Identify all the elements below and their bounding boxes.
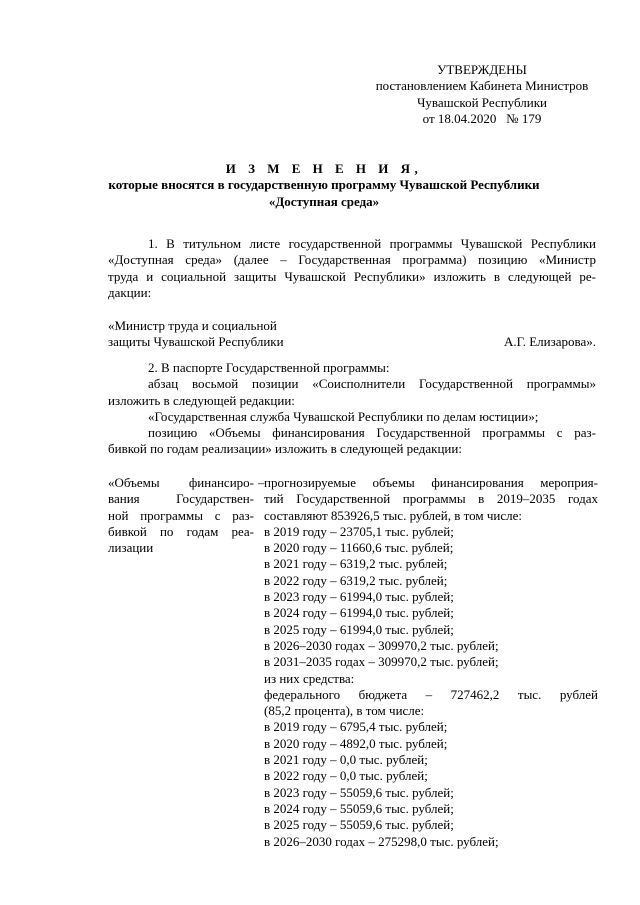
approval-status: УТВЕРЖДЕНЫ (437, 62, 527, 77)
year-amount-line: в 2026–2030 годах – 309970,2 тыс. рублей; (264, 637, 499, 653)
federal-year-line: в 2022 году – 0,0 тыс. рублей; (264, 768, 428, 784)
funding-sources-label: из них средства: (264, 670, 355, 686)
paragraph-1 (108, 236, 596, 301)
signature-position-line2: защиты Чувашской Республики (108, 334, 284, 350)
year-amount-line: в 2020 году – 11660,6 тыс. рублей; (264, 540, 454, 556)
paragraph-1-line: труда и социальной защиты Чувашской Республики» изложить в следующей ре- (108, 268, 596, 284)
federal-year-line: в 2021 году – 0,0 тыс. рублей; (264, 752, 428, 768)
federal-year-line: в 2023 году – 55059,6 тыс. рублей; (264, 784, 454, 800)
paragraph-2 (108, 360, 596, 458)
approval-date-number: от 18.04.2020 № 179 (422, 110, 542, 126)
federal-budget-share: (85,2 процента), в том числе: (264, 703, 425, 719)
signature-position-line1: «Министр труда и социальной (108, 318, 277, 333)
financing-value-cell (264, 475, 598, 850)
approval-authority: постановлением Кабинета Министров (375, 78, 589, 94)
federal-year-line: в 2026–2030 годах – 275298,0 тыс. рублей; (264, 833, 499, 849)
financing-intro-line: составляют 853926,5 тыс. рублей, в том числе: (264, 507, 522, 523)
paragraph-2-heading: 2. В паспорте Государственной программы: (148, 360, 390, 375)
paragraph-2-line: абзац восьмой позиции «Соисполнители Государственной программы» (148, 376, 596, 392)
financing-label-line: лизации (108, 540, 154, 556)
title-heading: И З М Е Н Е Н И Я, (225, 161, 423, 176)
federal-year-line: в 2019 году – 6795,4 тыс. рублей; (264, 719, 448, 735)
paragraph-2-line: «Государственная служба Чувашской Республики по делам юстиции»; (148, 408, 539, 424)
paragraph-2-line: изложить в следующей редакции: (108, 392, 295, 408)
year-amount-line: в 2021 году – 6319,2 тыс. рублей; (264, 556, 448, 572)
title-program-name: «Доступная среда» (268, 193, 380, 209)
paragraph-2-line: бивкой по годам реализации» изложить в следующей редакции: (108, 441, 462, 457)
paragraph-1-line: «Доступная среда» (далее – Государственная программа) позицию «Министр (108, 252, 596, 268)
financing-intro-line: прогнозируемые объемы финансирования мероприя- (264, 475, 598, 490)
paragraph-1-line: 1. В титульном листе государственной программы Чувашской Республики (148, 236, 596, 251)
year-amount-line: в 2022 году – 6319,2 тыс. рублей; (264, 572, 448, 588)
year-amount-line: в 2019 году – 23705,1 тыс. рублей; (264, 523, 454, 539)
document-title (60, 161, 588, 210)
financing-label-line: бивкой по годам реа- (108, 523, 254, 539)
year-amount-line: в 2024 году – 61994,0 тыс. рублей; (264, 605, 454, 621)
financing-label-line: вания Государствен- (108, 491, 254, 507)
federal-year-line: в 2024 году – 55059,6 тыс. рублей; (264, 800, 454, 816)
paragraph-1-line: дакции: (108, 284, 152, 300)
signature-name: А.Г. Елизарова». (504, 334, 596, 350)
financing-label-line: ной программы с раз- (108, 507, 254, 523)
title-subject: которые вносятся в государственную программу Чувашской Республики (108, 177, 540, 193)
year-amount-line: в 2023 году – 61994,0 тыс. рублей; (264, 589, 454, 605)
federal-year-line: в 2020 году – 4892,0 тыс. рублей; (264, 735, 448, 751)
separator-dash: – (258, 475, 265, 490)
signature-block (108, 318, 596, 351)
approval-region: Чувашской Республики (416, 94, 548, 110)
federal-year-line: в 2025 году – 55059,6 тыс. рублей; (264, 817, 454, 833)
approval-stamp (362, 62, 602, 127)
paragraph-2-line: позицию «Объемы финансирования Государственной программы с раз- (148, 425, 596, 441)
year-amount-line: в 2031–2035 годах – 309970,2 тыс. рублей; (264, 654, 499, 670)
financing-intro-line: тий Государственной программы в 2019–2035 годах (264, 491, 598, 507)
financing-label-line: «Объемы финансиро- (108, 475, 254, 490)
federal-budget-line: федерального бюджета – 727462,2 тыс. рублей (264, 686, 598, 702)
year-amount-line: в 2025 году – 61994,0 тыс. рублей; (264, 621, 454, 637)
financing-label-cell (108, 475, 254, 556)
